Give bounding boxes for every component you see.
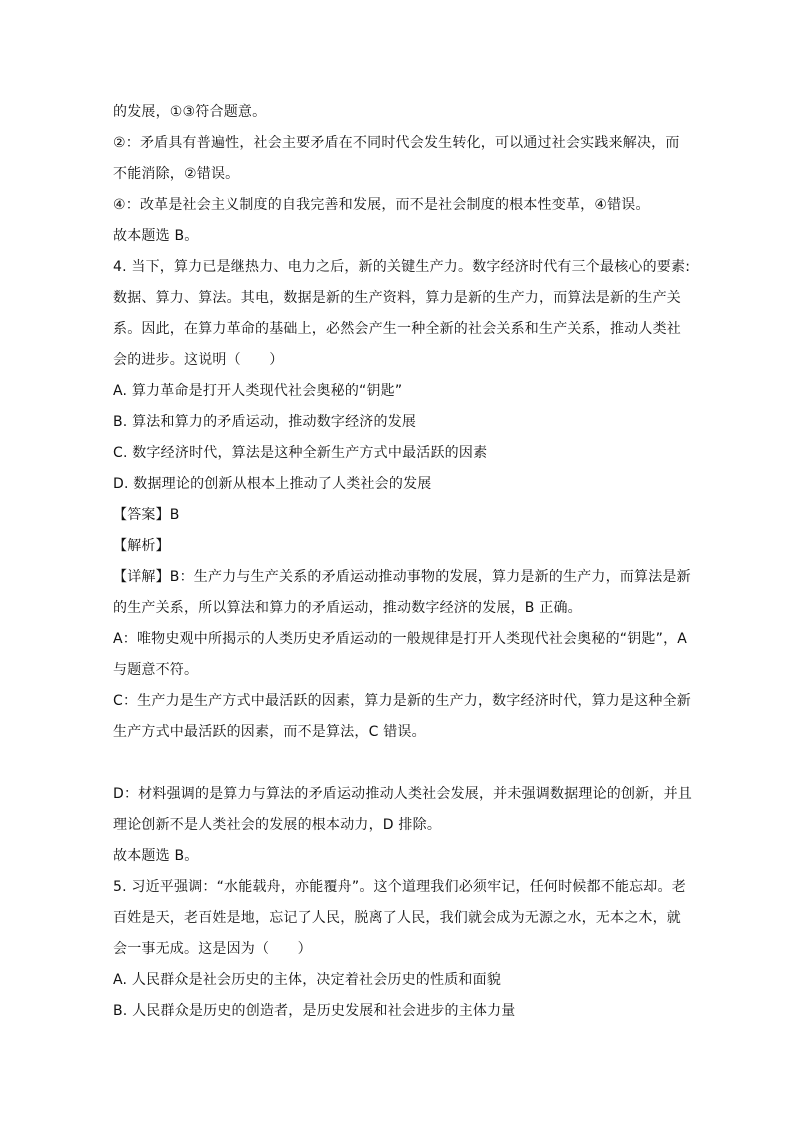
- text-line: C：生产力是生产方式中最活跃的因素，算力是新的生产力，数字经济时代，算力是这种全新: [113, 693, 691, 709]
- text-line: ②：矛盾具有普遍性，社会主要矛盾在不同时代会发生转化，可以通过社会实践来解决，而: [113, 135, 680, 151]
- option-a: A. 人民群众是社会历史的主体，决定着社会历史的性质和面貌: [113, 972, 502, 988]
- detail-line: 【详解】B：生产力与生产关系的矛盾运动推动事物的发展，算力是新的生产力，而算法是新: [113, 569, 691, 585]
- analysis-label: 【解析】: [113, 538, 170, 554]
- option-a: A. 算力革命是打开人类现代社会奥秘的“钥匙”: [113, 383, 403, 399]
- text-line: 百姓是天，老百姓是地，忘记了人民，脱离了人民，我们就会成为无源之水，无本之木，就: [113, 910, 681, 926]
- text-line: 故本题选 B。: [113, 228, 199, 244]
- text-line: 系。因此，在算力革命的基础上，必然会产生一种全新的社会关系和生产关系，推动人类社: [113, 321, 681, 337]
- text-line: 不能消除，②错误。: [113, 166, 240, 182]
- text-line: 会一事无成。这是因为（ ）: [113, 941, 312, 957]
- text-line: 理论创新不是人类社会的发展的根本动力，D 排除。: [113, 817, 442, 833]
- text-line: 故本题选 B。: [113, 848, 199, 864]
- question-4-line: 4. 当下，算力已是继热力、电力之后，新的关键生产力。数字经济时代有三个最核心的要素:: [113, 259, 691, 275]
- text-line: 会的进步。这说明（ ）: [113, 352, 284, 368]
- option-b: B. 算法和算力的矛盾运动，推动数字经济的发展: [113, 414, 417, 430]
- answer-label: 【答案】B: [113, 507, 180, 523]
- option-d: D. 数据理论的创新从根本上推动了人类社会的发展: [113, 476, 432, 492]
- question-5-line: 5. 习近平强调：“水能载舟，亦能覆舟”。这个道理我们必须牢记，任何时候都不能忘却。老: [113, 879, 686, 895]
- option-c: C. 数字经济时代，算法是这种全新生产方式中最活跃的因素: [113, 445, 488, 461]
- text-line: D：材料强调的是算力与算法的矛盾运动推动人类社会发展，并未强调数据理论的创新，并且: [113, 786, 692, 802]
- text-line: 的生产关系，所以算法和算力的矛盾运动，推动数字经济的发展，B 正确。: [113, 600, 582, 616]
- text-line: 与题意不符。: [113, 662, 199, 678]
- text-line: ④：改革是社会主义制度的自我完善和发展，而不是社会制度的根本性变革，④错误。: [113, 197, 650, 213]
- text-line: A：唯物史观中所揭示的人类历史矛盾运动的一般规律是打开人类现代社会奥秘的“钥匙”，A: [113, 631, 688, 647]
- text-line: 生产方式中最活跃的因素，而不是算法，C 错误。: [113, 724, 426, 740]
- text-line: 的发展，①③符合题意。: [113, 104, 267, 120]
- option-b: B. 人民群众是历史的创造者，是历史发展和社会进步的主体力量: [113, 1003, 516, 1019]
- text-line: 数据、算力、算法。其电，数据是新的生产资料，算力是新的生产力，而算法是新的生产关: [113, 290, 681, 306]
